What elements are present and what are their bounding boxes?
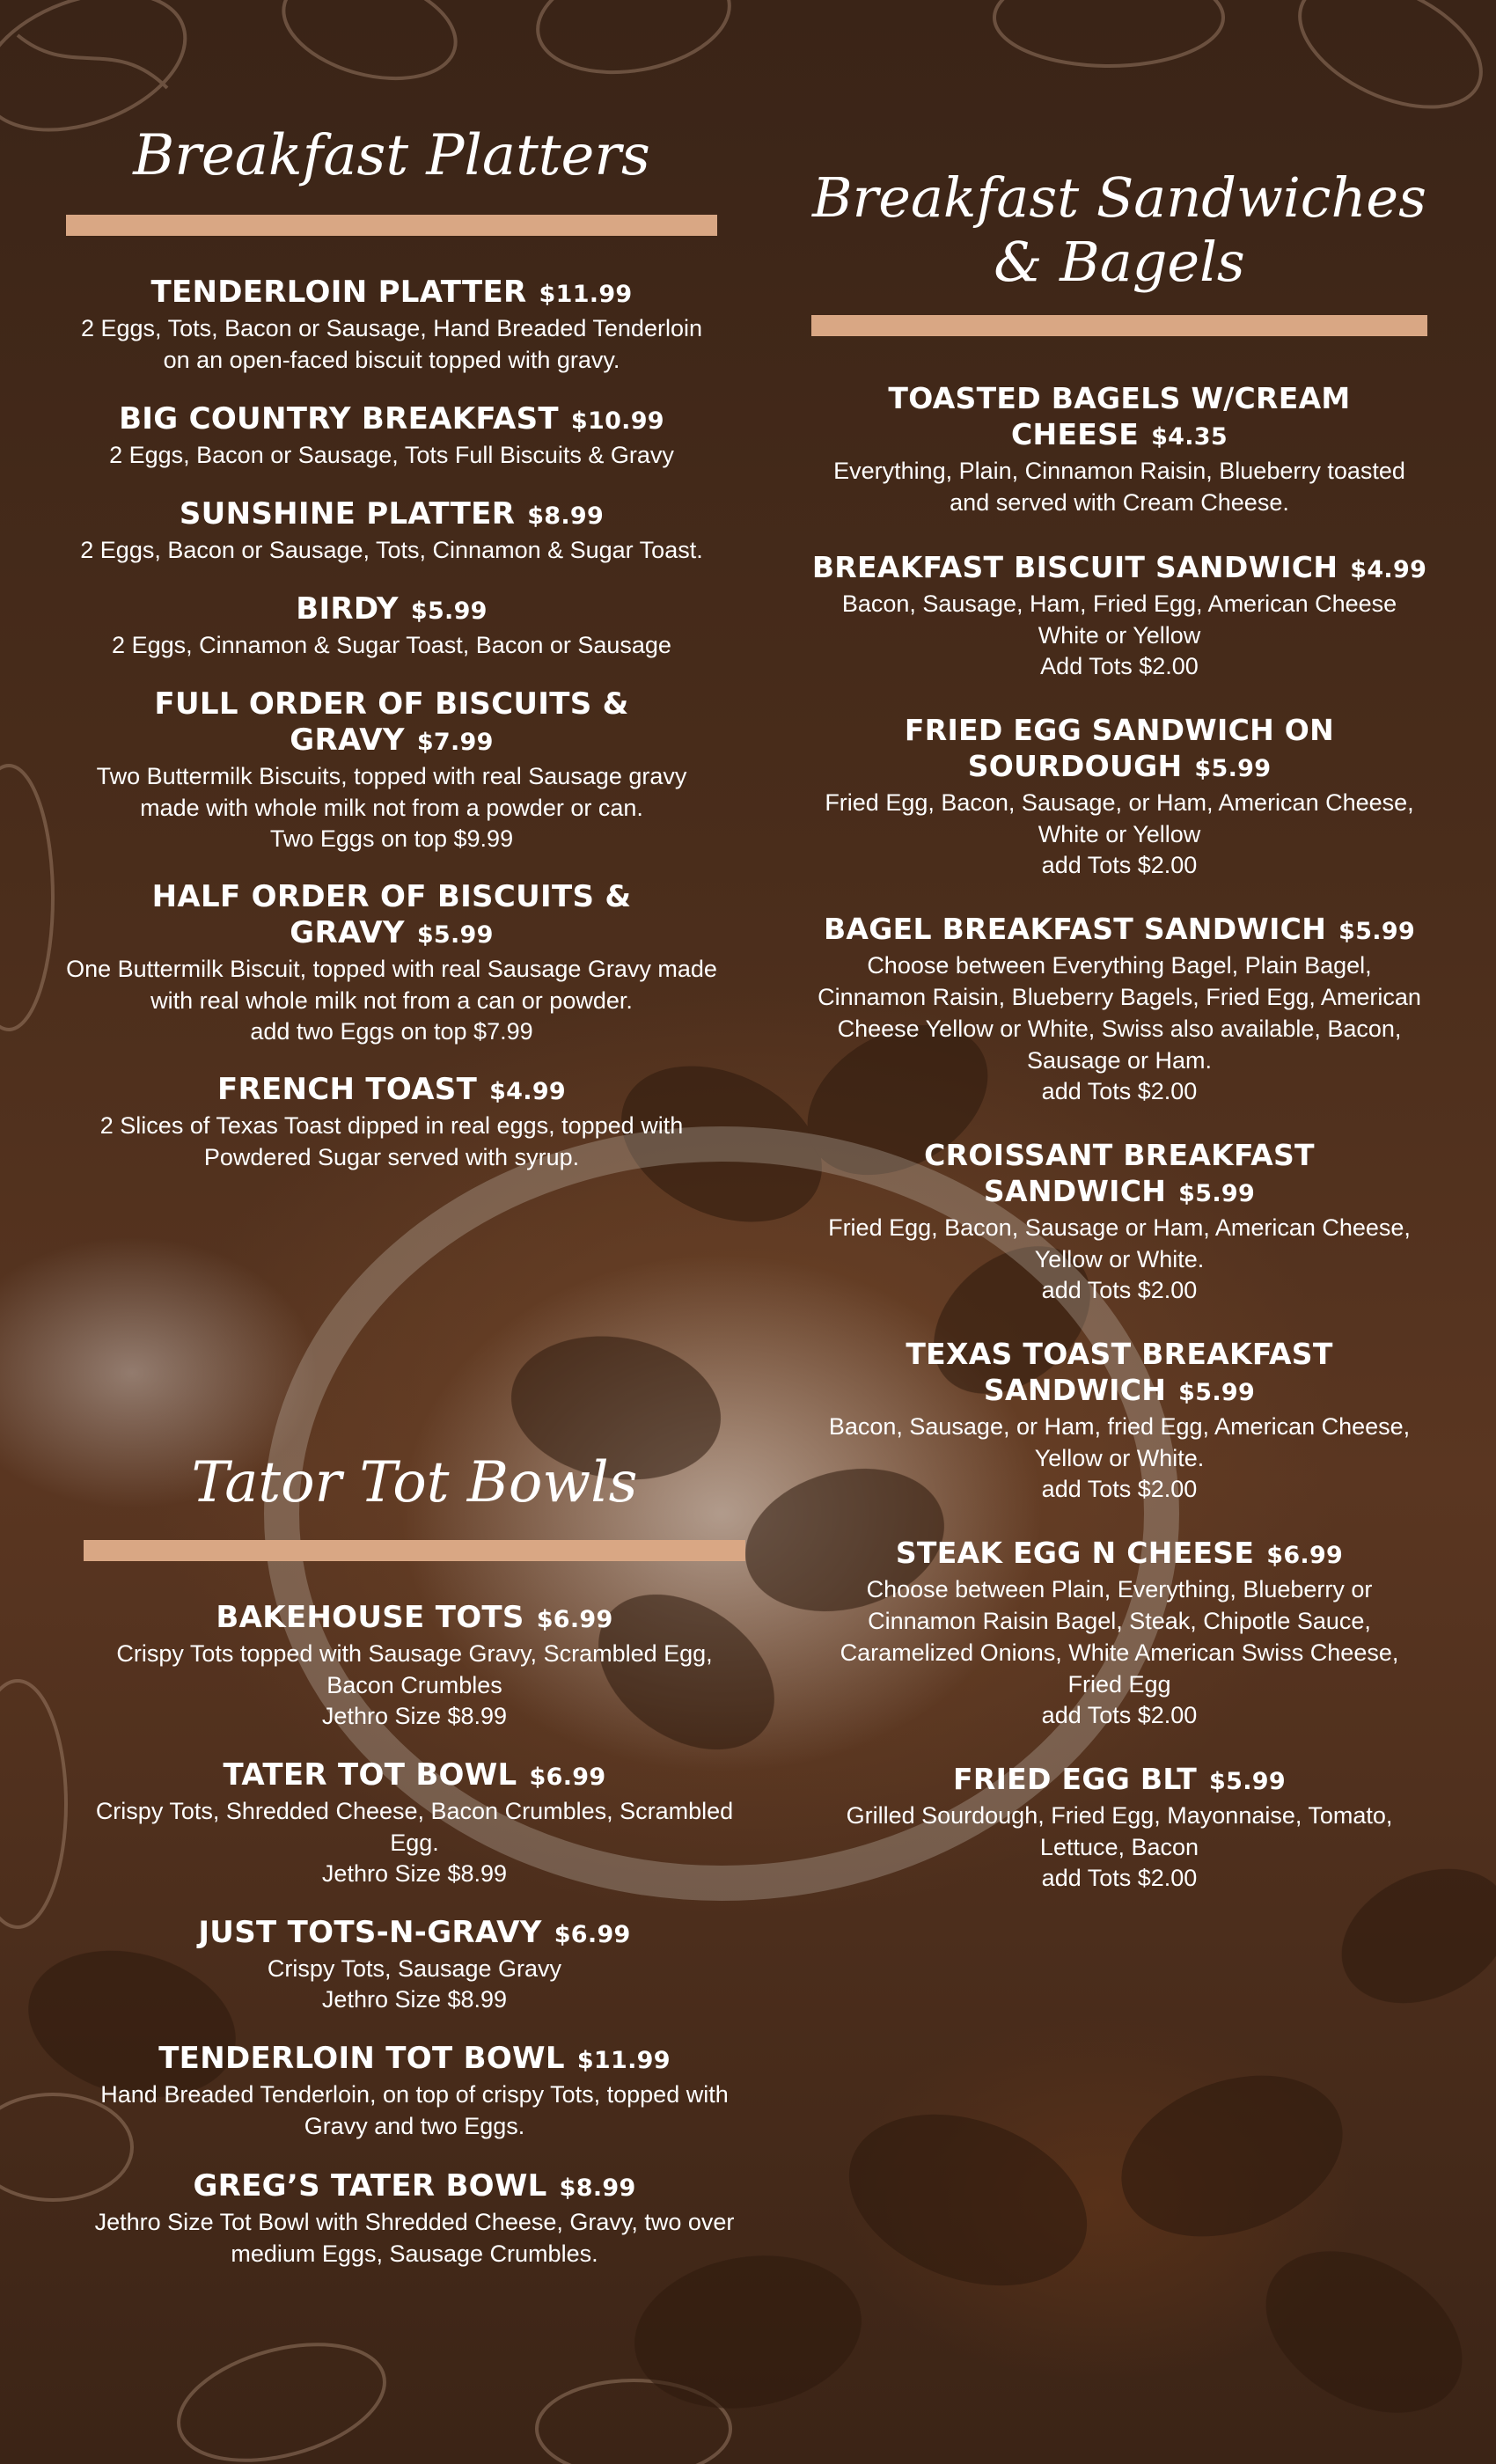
menu-item-price: $4.99 xyxy=(489,1077,566,1105)
section-title-line: & Bagels xyxy=(994,230,1245,295)
section-title: Breakfast Platters xyxy=(133,123,650,188)
menu-item-heading xyxy=(84,2168,745,2206)
bean-outline-icon xyxy=(994,0,1223,66)
menu-item-addon: add Tots $2.00 xyxy=(1041,1865,1198,1892)
menu-item xyxy=(66,496,717,566)
menu-item-heading xyxy=(66,879,717,953)
menu-item xyxy=(66,879,717,1046)
menu-item-name: HALF ORDER OF BISCUITS & GRAVY xyxy=(151,878,632,950)
menu-item xyxy=(66,1072,717,1173)
menu-item-description: Grilled Sourdough, Fried Egg, Mayonnaise, Tomato, Lettuce, Bacon xyxy=(846,1802,1393,1861)
menu-item xyxy=(811,549,1427,681)
menu-item-heading xyxy=(66,591,717,629)
menu-item-heading xyxy=(811,380,1427,455)
coffee-bean-icon xyxy=(825,2084,1111,2317)
section-divider xyxy=(84,1540,745,1561)
menu-item-name: SUNSHINE PLATTER xyxy=(179,495,516,532)
menu-item-list xyxy=(811,1761,1427,1893)
menu-item-addon: add Tots $2.00 xyxy=(1041,1277,1198,1304)
menu-item-name: TENDERLOIN TOT BOWL xyxy=(158,2040,565,2076)
menu-item-price: $6.99 xyxy=(536,1605,613,1633)
menu-item-description: Bacon, Sausage, or Ham, fried Egg, American Cheese, Yellow or White. xyxy=(828,1413,1411,1472)
menu-item-price: $10.99 xyxy=(570,407,664,435)
menu-item-description: Crispy Tots topped with Sausage Gravy, Scrambled Egg, Bacon Crumbles xyxy=(116,1639,713,1698)
menu-item-description: Jethro Size Tot Bowl with Shredded Cheese, Gravy, two over medium Eggs, Sausage Crumbles. xyxy=(94,2208,735,2267)
section-divider xyxy=(811,315,1427,336)
bean-outline-icon xyxy=(272,0,467,96)
menu-item-addon: Jethro Size $8.99 xyxy=(321,1985,508,2013)
section-divider xyxy=(66,215,717,236)
menu-item-heading xyxy=(811,1137,1427,1212)
menu-item xyxy=(811,380,1427,518)
menu-item-addon: Two Eggs on top $9.99 xyxy=(269,825,514,852)
menu-item-price: $5.99 xyxy=(1178,1180,1256,1208)
bean-outline-icon xyxy=(1280,0,1496,133)
menu-item-description: Fried Egg, Bacon, Sausage, or Ham, American Cheese, White or Yellow xyxy=(825,789,1414,848)
menu-item xyxy=(811,1761,1427,1893)
menu-item-name: FRENCH TOAST xyxy=(216,1071,478,1107)
menu-item-description: One Buttermilk Biscuit, topped with real Sausage Gravy made with real whole milk not from a can or powder. xyxy=(66,955,717,1014)
menu-item-description: 2 Eggs, Bacon or Sausage, Tots Full Biscuits & Gravy xyxy=(109,441,674,468)
menu-item-heading xyxy=(84,1757,745,1795)
menu-item-heading xyxy=(84,1915,745,1953)
menu-item-description: Hand Breaded Tenderloin, on top of crispy Tots, topped with Gravy and two Eggs. xyxy=(100,2080,729,2139)
menu-item-heading xyxy=(811,712,1427,787)
menu-item xyxy=(811,1137,1427,1305)
menu-item-name: FRIED EGG BLT xyxy=(953,1762,1198,1797)
menu-item xyxy=(811,712,1427,880)
menu-item-heading xyxy=(811,911,1427,950)
breakfast-platters-section xyxy=(66,123,717,1199)
menu-item-addon: add Tots $2.00 xyxy=(1041,1702,1198,1729)
section-title xyxy=(811,165,1427,294)
tator-tot-bowls-section xyxy=(84,1450,745,2296)
menu-item-description: Everything, Plain, Cinnamon Raisin, Blueberry toasted and served with Cream Cheese. xyxy=(833,458,1405,517)
menu-item-list xyxy=(84,1600,745,2270)
menu-item xyxy=(66,591,717,661)
bean-outline-icon xyxy=(0,766,53,1030)
menu-item-name: TOASTED BAGELS W/CREAM CHEESE xyxy=(888,381,1351,452)
menu-item-description: Two Buttermilk Biscuits, topped with real Sausage gravy made with whole milk not from a powder or can. xyxy=(96,762,687,821)
menu-item xyxy=(84,1757,745,1888)
menu-item-name: TEXAS TOAST BREAKFAST SANDWICH xyxy=(906,1337,1333,1408)
menu-item-list xyxy=(66,275,717,1173)
menu-item-heading xyxy=(66,1072,717,1110)
menu-item-description: 2 Eggs, Tots, Bacon or Sausage, Hand Breaded Tenderloin on an open-faced biscuit topped with gravy. xyxy=(81,314,702,373)
menu-item xyxy=(66,686,717,854)
section-title: Tator Tot Bowls xyxy=(191,1450,638,1515)
menu-item-addon: add two Eggs on top $7.99 xyxy=(250,1017,533,1045)
menu-item-price: $11.99 xyxy=(539,280,633,308)
menu-item-price: $5.99 xyxy=(1194,755,1272,783)
menu-item-price: $11.99 xyxy=(576,2046,671,2074)
menu-item-heading xyxy=(66,686,717,760)
menu-item xyxy=(66,401,717,471)
coffee-bean-icon xyxy=(1237,2218,1491,2446)
menu-item-price: $8.99 xyxy=(527,502,605,530)
menu-item-price: $7.99 xyxy=(416,728,494,756)
menu-item-addon: Jethro Size $8.99 xyxy=(321,1859,508,1887)
menu-item xyxy=(811,911,1427,1106)
menu-item-heading xyxy=(66,401,717,439)
menu-item-name: JUST TOTS-N-GRAVY xyxy=(198,1914,542,1950)
menu-item-description: Bacon, Sausage, Ham, Fried Egg, American Cheese White or Yellow xyxy=(841,590,1397,649)
menu-item xyxy=(84,2041,745,2142)
menu-item-price: $4.35 xyxy=(1151,423,1228,451)
breakfast-sandwiches-section xyxy=(811,165,1427,1924)
menu-item xyxy=(84,1915,745,2014)
menu-item-description: 2 Slices of Texas Toast dipped in real eggs, topped with Powdered Sugar served with syrup. xyxy=(99,1111,684,1170)
menu-item-heading xyxy=(811,1336,1427,1411)
menu-item-price: $5.99 xyxy=(1178,1379,1256,1407)
menu-item-addon: add Tots $2.00 xyxy=(1041,1078,1198,1105)
menu-item-name: BIG COUNTRY BREAKFAST xyxy=(119,400,559,436)
menu-item-heading xyxy=(84,1600,745,1638)
menu-item-price: $5.99 xyxy=(410,597,488,625)
menu-item xyxy=(811,1535,1427,1730)
menu-item-price: $4.99 xyxy=(1350,556,1427,584)
menu-item-price: $6.99 xyxy=(554,1920,631,1948)
bean-outline-icon xyxy=(166,2324,398,2464)
menu-item-addon: Add Tots $2.00 xyxy=(1040,653,1199,680)
menu-item-addon: Jethro Size $8.99 xyxy=(321,1702,508,1729)
menu-item-price: $8.99 xyxy=(559,2174,636,2202)
menu-item-price: $6.99 xyxy=(1266,1542,1344,1570)
menu-item-price: $5.99 xyxy=(416,920,494,949)
menu-item-name: FRIED EGG SANDWICH ON SOURDOUGH xyxy=(904,713,1335,784)
menu-item-heading xyxy=(84,2041,745,2079)
bean-outline-icon xyxy=(529,0,737,86)
menu-item-description: Crispy Tots, Shredded Cheese, Bacon Crumbles, Scrambled Egg. xyxy=(95,1797,734,1856)
menu-item-name: CROISSANT BREAKFAST SANDWICH xyxy=(924,1138,1315,1209)
bean-outline-icon xyxy=(18,35,167,88)
menu-item-name: BIRDY xyxy=(296,590,399,627)
menu-item-heading xyxy=(66,496,717,534)
menu-item xyxy=(84,2168,745,2270)
bean-outline-icon xyxy=(0,1681,66,1927)
menu-item-addon: add Tots $2.00 xyxy=(1041,852,1198,879)
menu-item-price: $5.99 xyxy=(1209,1768,1286,1796)
menu-item-description: Choose between Everything Bagel, Plain Bagel, Cinnamon Raisin, Blueberry Bagels, Fried Egg, American Cheese Yellow or White, Swiss also available, Bacon, Sausage or Ham. xyxy=(818,952,1421,1074)
menu-item xyxy=(84,1600,745,1731)
coffee-bean-icon xyxy=(1099,2047,1365,2266)
menu-item-description: 2 Eggs, Cinnamon & Sugar Toast, Bacon or Sausage xyxy=(112,631,671,658)
menu-item-description: Crispy Tots, Sausage Gravy xyxy=(267,1954,562,1982)
menu-item-name: TENDERLOIN PLATTER xyxy=(150,274,527,310)
menu-item-heading xyxy=(811,1535,1427,1573)
menu-item-name: BAGEL BREAKFAST SANDWICH xyxy=(823,912,1327,947)
menu-item-description: Fried Egg, Bacon, Sausage or Ham, American Cheese, Yellow or White. xyxy=(828,1214,1411,1273)
section-title-line: Breakfast Sandwiches xyxy=(812,165,1426,230)
menu-item-description: 2 Eggs, Bacon or Sausage, Tots, Cinnamon & Sugar Toast. xyxy=(80,536,703,563)
menu-item-description: Choose between Plain, Everything, Blueberry or Cinnamon Raisin Bagel, Steak, Chipotle Sauce, Caramelized Onions, White American Swiss Cheese, Fried Egg xyxy=(840,1576,1399,1698)
menu-item xyxy=(811,1336,1427,1504)
menu-item-name: BREAKFAST BISCUIT SANDWICH xyxy=(811,550,1338,585)
menu-item-name: GREG’S TATER BOWL xyxy=(193,2167,547,2204)
menu-item-price: $6.99 xyxy=(529,1763,606,1791)
menu-item-name: STEAK EGG N CHEESE xyxy=(895,1536,1255,1571)
menu-item-heading xyxy=(66,275,717,312)
menu-item-price: $5.99 xyxy=(1338,918,1416,946)
menu-item-name: FULL ORDER OF BISCUITS & GRAVY xyxy=(154,686,629,758)
menu-item-name: TATER TOT BOWL xyxy=(223,1756,517,1793)
menu-item xyxy=(66,275,717,376)
menu-item-heading xyxy=(811,549,1427,588)
menu-item-addon: add Tots $2.00 xyxy=(1041,1476,1198,1503)
menu-item-name: BAKEHOUSE TOTS xyxy=(216,1599,524,1635)
menu-item-heading xyxy=(811,1761,1427,1800)
menu-item-list xyxy=(811,380,1427,1730)
